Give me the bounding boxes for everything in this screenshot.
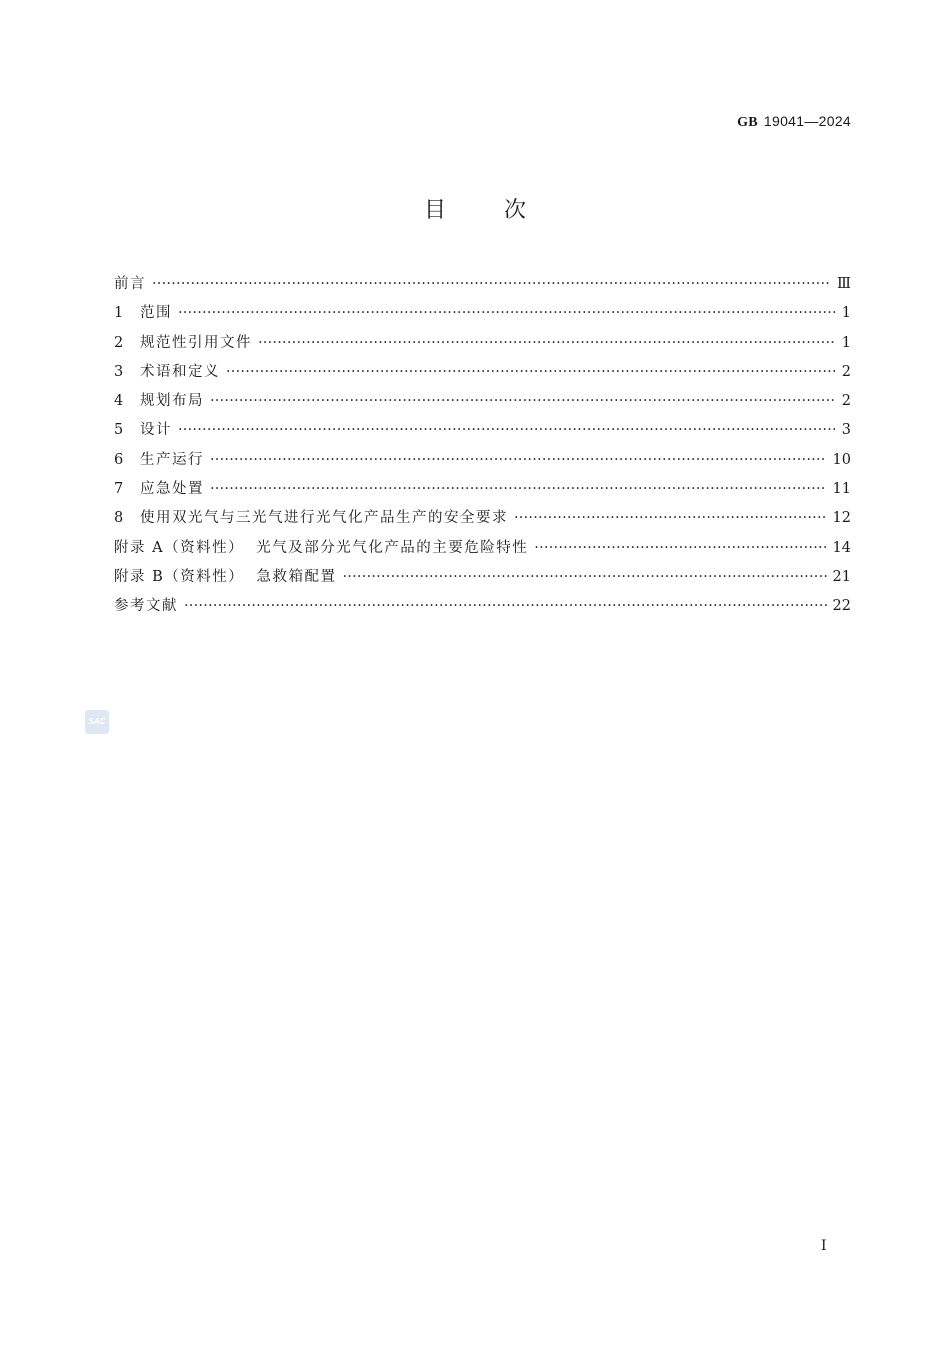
toc-entry-label: 规范性引用文件 — [140, 334, 252, 351]
toc-entry-label: 前言 — [114, 276, 146, 292]
toc-dot-leader — [152, 276, 831, 292]
toc-entry-label: 设计 — [140, 422, 172, 439]
toc-entry-label: 参考文献 — [114, 598, 178, 615]
toc-entry[interactable] — [114, 448, 851, 477]
toc-entry-label: 术语和定义 — [140, 363, 220, 380]
toc-dot-leader — [178, 305, 835, 321]
toc-entry-label: 规划布局 — [140, 393, 204, 410]
toc-entry-page: 10 — [832, 451, 851, 468]
toc-entry-label: 使用双光气与三光气进行光气化产品生产的安全要求 — [140, 510, 508, 527]
toc-entry[interactable] — [114, 360, 851, 389]
page-title: 目次 — [423, 198, 584, 223]
standard-code — [737, 113, 851, 131]
toc-dot-leader — [534, 540, 826, 556]
toc-entry[interactable] — [114, 389, 851, 418]
toc-entry[interactable] — [114, 418, 851, 447]
toc-entry-label: 应急处置 — [140, 481, 204, 498]
toc-entry-page: 1 — [841, 305, 851, 322]
toc-entry-number: 8 — [114, 510, 124, 527]
toc-entry-label: 范围 — [140, 305, 172, 322]
toc-entry-number: 3 — [114, 363, 124, 380]
toc-entry-page: 2 — [841, 363, 851, 380]
toc-entry[interactable] — [114, 331, 851, 360]
toc-dot-leader — [184, 598, 827, 614]
toc-entry-label: 生产运行 — [140, 451, 204, 468]
toc-entry-number: 4 — [114, 393, 124, 410]
toc-entry-number: 1 — [114, 305, 124, 322]
toc-entry-label: 附录 A（资料性） 光气及部分光气化产品的主要危险特性 — [114, 539, 529, 556]
sac-watermark-logo: SAC — [85, 710, 109, 734]
toc-entry-page: 11 — [832, 481, 851, 498]
standard-number: 19041—2024 — [763, 113, 851, 129]
toc-entry-number: 7 — [114, 481, 124, 498]
toc-entry[interactable] — [114, 506, 851, 535]
toc-entry-number: 6 — [114, 451, 124, 468]
toc-dot-leader — [342, 569, 826, 585]
toc-entry[interactable] — [114, 565, 851, 594]
toc-entry-number: 2 — [114, 334, 124, 351]
toc-dot-leader — [178, 422, 835, 438]
toc-dot-leader — [210, 452, 827, 468]
toc-entry-page: 14 — [832, 539, 851, 556]
table-of-contents — [114, 272, 851, 624]
toc-dot-leader — [514, 510, 827, 526]
toc-dot-leader — [210, 481, 827, 497]
toc-entry[interactable] — [114, 536, 851, 565]
toc-entry[interactable] — [114, 477, 851, 506]
toc-entry-page: 3 — [841, 422, 851, 439]
toc-dot-leader — [258, 335, 835, 351]
toc-entry[interactable] — [114, 594, 851, 623]
toc-entry-page: 1 — [841, 334, 851, 351]
toc-entry[interactable] — [114, 272, 851, 301]
toc-entry-page: 22 — [832, 598, 851, 615]
toc-entry-page: 2 — [841, 393, 851, 410]
toc-dot-leader — [226, 364, 835, 380]
toc-entry-page: 12 — [832, 510, 851, 527]
page-number: I — [821, 1238, 827, 1254]
toc-entry-page: Ⅲ — [837, 276, 851, 292]
standard-prefix: GB — [737, 115, 758, 130]
toc-dot-leader — [210, 393, 835, 409]
toc-entry-number: 5 — [114, 422, 124, 439]
toc-entry-label: 附录 B（资料性） 急救箱配置 — [114, 568, 337, 585]
toc-entry-page: 21 — [832, 568, 851, 585]
toc-entry[interactable] — [114, 301, 851, 330]
